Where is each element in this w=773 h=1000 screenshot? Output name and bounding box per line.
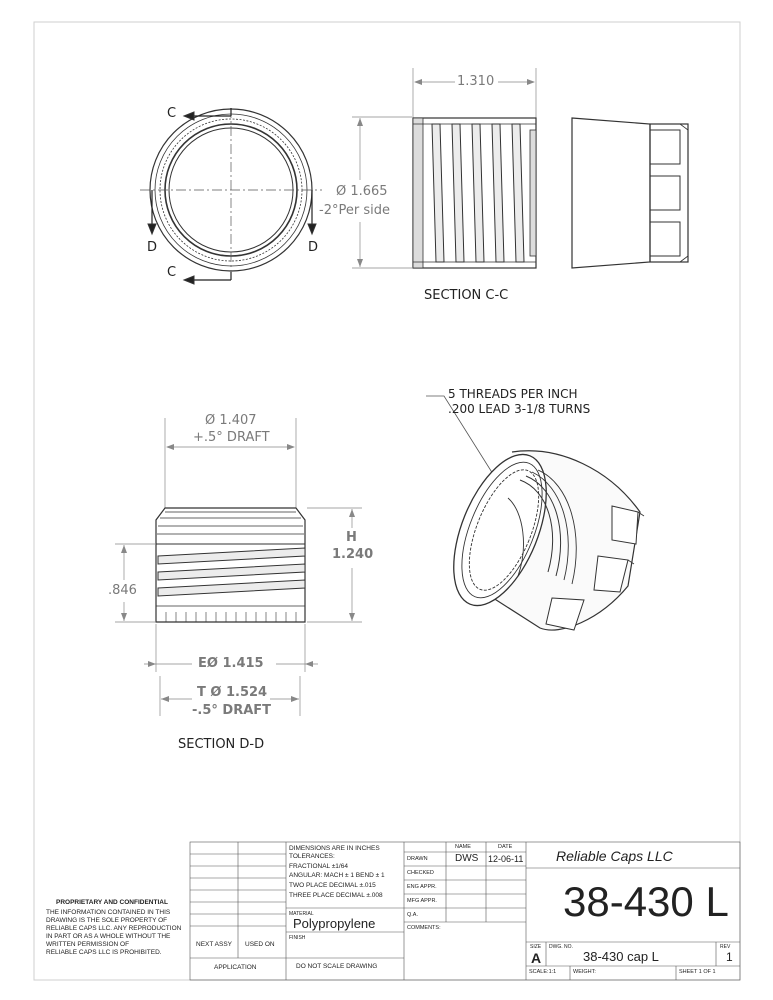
section-dd-view [115, 418, 362, 716]
isometric-view [426, 396, 644, 630]
dim-e-diameter: EØ 1.415 [198, 656, 264, 671]
tolerance-line: FRACTIONAL ±1/64 [289, 863, 348, 870]
tolerance-line: TWO PLACE DECIMAL ±.015 [289, 882, 376, 889]
qa-label: Q.A. [407, 912, 419, 918]
tolerance-line: ANGULAR: MACH ± 1 BEND ± 1 [289, 872, 385, 879]
finish-label: FINISH [289, 935, 306, 941]
size-label: SIZE [530, 944, 542, 950]
top-view-circle [140, 108, 322, 284]
rev-value: 1 [726, 950, 733, 964]
section-cc-label: SECTION C-C [424, 288, 509, 303]
dwg-no-label: DWG. NO. [549, 944, 573, 950]
tolerance-line: TOLERANCES: [289, 853, 335, 860]
section-dd-label: SECTION D-D [178, 737, 265, 752]
thread-note-line2: .200 LEAD 3-1/8 TURNS [448, 402, 591, 416]
size-value: A [531, 950, 542, 966]
tolerance-line: DIMENSIONS ARE IN INCHES [289, 845, 380, 852]
section-marker-c-bottom: C [167, 265, 177, 280]
dim-846: .846 [108, 583, 137, 598]
comments-label: COMMENTS: [407, 925, 441, 931]
proprietary-line: DRAWING IS THE SOLE PROPERTY OF [46, 917, 168, 924]
dwg-no-value: 38-430 cap L [583, 949, 659, 964]
dim-per-side: -2°Per side [319, 203, 390, 218]
rev-label: REV [720, 944, 731, 950]
side-view [572, 118, 688, 268]
dim-diameter-outer: Ø 1.665 [336, 184, 388, 199]
next-assy-label: NEXT ASSY [196, 941, 233, 948]
material-value: Polypropylene [293, 916, 376, 931]
dim-draft-minus: -.5° DRAFT [192, 703, 272, 718]
proprietary-line: THE INFORMATION CONTAINED IN THIS [46, 909, 171, 916]
scale-label: SCALE:1:1 [529, 969, 557, 975]
checked-label: CHECKED [407, 870, 434, 876]
weight-label: WEIGHT: [573, 969, 596, 975]
do-not-scale: DO NOT SCALE DRAWING [296, 963, 378, 970]
dim-width-top: 1.310 [457, 74, 495, 89]
section-marker-d-left: D [147, 240, 158, 255]
col-date-header: DATE [498, 844, 513, 850]
drawn-name: DWS [455, 853, 479, 864]
dim-h-value: 1.240 [332, 547, 374, 562]
proprietary-line: RELIABLE CAPS LLC IS PROHIBITED. [46, 949, 162, 956]
dim-h-label: H [346, 530, 357, 545]
eng-appr-label: ENG APPR. [407, 884, 437, 890]
used-on-label: USED ON [245, 941, 275, 948]
proprietary-title: PROPRIETARY AND CONFIDENTIAL [56, 899, 168, 906]
drawn-label: DRAWN [407, 856, 428, 862]
sheet-label: SHEET 1 OF 1 [679, 969, 716, 975]
material-label: MATERIAL [289, 911, 314, 917]
section-marker-c-top: C [167, 106, 177, 121]
mfg-appr-label: MFG APPR. [407, 898, 437, 904]
proprietary-line: IN PART OR AS A WHOLE WITHOUT THE [46, 933, 171, 940]
thread-note-line1: 5 THREADS PER INCH [448, 387, 578, 401]
part-number: 38-430 L [563, 878, 729, 925]
section-cc-view [352, 68, 536, 268]
proprietary-line: RELIABLE CAPS LLC. ANY REPRODUCTION [46, 925, 182, 932]
dim-draft-plus: +.5° DRAFT [193, 430, 270, 445]
dim-diameter-inner: Ø 1.407 [205, 413, 257, 428]
proprietary-line: WRITTEN PERMISSION OF [46, 941, 130, 948]
col-name-header: NAME [455, 844, 471, 850]
company-name: Reliable Caps LLC [556, 848, 673, 864]
dim-t-diameter: T Ø 1.524 [197, 685, 268, 700]
application-label: APPLICATION [214, 964, 257, 971]
tolerance-line: THREE PLACE DECIMAL ±.008 [289, 892, 383, 899]
drawn-date: 12-06-11 [488, 854, 524, 864]
section-marker-d-right: D [308, 240, 319, 255]
